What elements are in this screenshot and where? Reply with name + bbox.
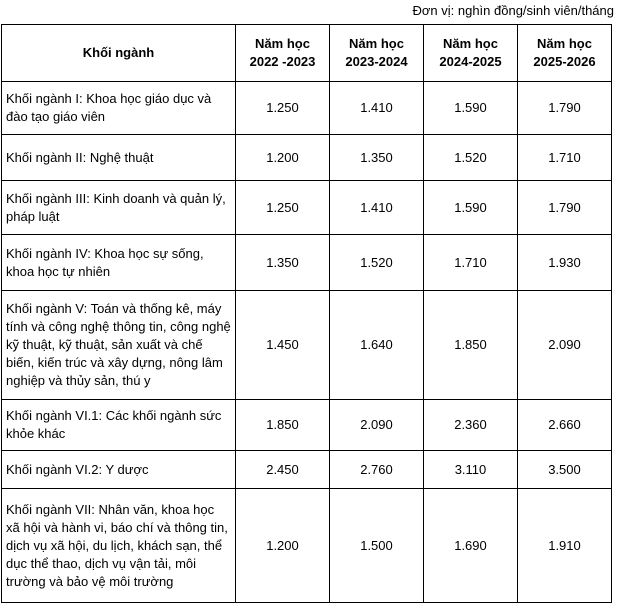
value-cell: 1.850 [424, 291, 518, 400]
value-cell: 3.110 [424, 451, 518, 489]
unit-note: Đơn vị: nghìn đồng/sinh viên/tháng [412, 3, 614, 18]
value-cell: 1.200 [236, 135, 330, 181]
row-name: Khối ngành VI.1: Các khối ngành sức khỏe khác [2, 400, 236, 451]
table-row [2, 451, 612, 489]
row-name: Khối ngành I: Khoa học giáo dục và đào tạo giáo viên [2, 82, 236, 135]
value-cell: 1.710 [518, 135, 612, 181]
table-row [2, 82, 612, 135]
table-row [2, 181, 612, 235]
value-cell: 2.090 [330, 400, 424, 451]
value-cell: 1.450 [236, 291, 330, 400]
row-name: Khối ngành VI.2: Y dược [2, 451, 236, 489]
row-name: Khối ngành VII: Nhân văn, khoa học xã hội và hành vi, báo chí và thông tin, dịch vụ xã hội, du lịch, khách sạn, thể dục thể thao, dịch vụ vận tải, môi trường và bảo vệ môi trường [2, 489, 236, 603]
value-cell: 1.710 [424, 235, 518, 291]
value-cell: 1.500 [330, 489, 424, 603]
value-cell: 1.520 [330, 235, 424, 291]
value-cell: 2.660 [518, 400, 612, 451]
value-cell: 1.790 [518, 181, 612, 235]
table-row [2, 489, 612, 603]
value-cell: 1.850 [236, 400, 330, 451]
table-row [2, 291, 612, 400]
row-name: Khối ngành V: Toán và thống kê, máy tính và công nghệ thông tin, công nghệ kỹ thuật, kỹ thuật, sản xuất và chế biến, kiến trúc và xây dựng, nông lâm nghiệp và thủy sản, thú y [2, 291, 236, 400]
value-cell: 1.250 [236, 181, 330, 235]
table-row [2, 235, 612, 291]
value-cell: 1.410 [330, 181, 424, 235]
value-cell: 1.910 [518, 489, 612, 603]
value-cell: 1.410 [330, 82, 424, 135]
value-cell: 1.930 [518, 235, 612, 291]
value-cell: 2.360 [424, 400, 518, 451]
header-2025-2026: Năm học 2025-2026 [518, 25, 612, 82]
value-cell: 1.520 [424, 135, 518, 181]
value-cell: 1.690 [424, 489, 518, 603]
value-cell: 1.590 [424, 82, 518, 135]
tuition-table [1, 24, 612, 603]
header-khoi-nganh: Khối ngành [2, 25, 236, 82]
row-name: Khối ngành II: Nghệ thuật [2, 135, 236, 181]
header-2024-2025: Năm học 2024-2025 [424, 25, 518, 82]
value-cell: 1.590 [424, 181, 518, 235]
row-name: Khối ngành III: Kinh doanh và quản lý, pháp luật [2, 181, 236, 235]
value-cell: 3.500 [518, 451, 612, 489]
value-cell: 2.450 [236, 451, 330, 489]
value-cell: 2.760 [330, 451, 424, 489]
row-name: Khối ngành IV: Khoa học sự sống, khoa học tự nhiên [2, 235, 236, 291]
value-cell: 1.350 [330, 135, 424, 181]
table-row [2, 400, 612, 451]
value-cell: 1.640 [330, 291, 424, 400]
header-2022-2023: Năm học 2022 -2023 [236, 25, 330, 82]
table-header-row [2, 25, 612, 82]
value-cell: 2.090 [518, 291, 612, 400]
header-2023-2024: Năm học 2023-2024 [330, 25, 424, 82]
value-cell: 1.790 [518, 82, 612, 135]
table-row [2, 135, 612, 181]
value-cell: 1.200 [236, 489, 330, 603]
value-cell: 1.250 [236, 82, 330, 135]
value-cell: 1.350 [236, 235, 330, 291]
